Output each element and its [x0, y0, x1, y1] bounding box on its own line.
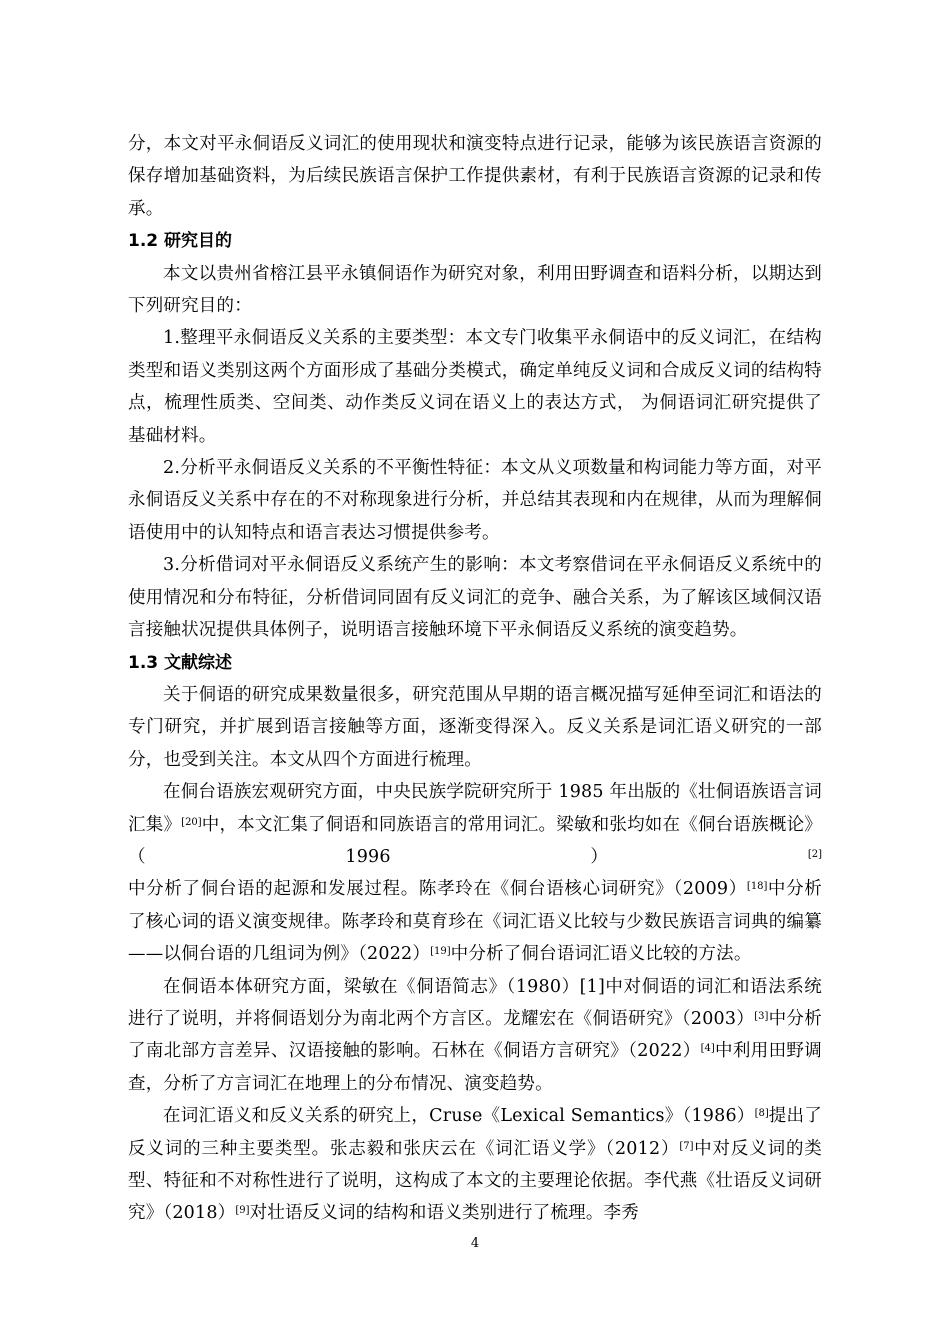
text-segment: 中分析了南北部方言差异、汉语接触的影响。石林在《侗语方言研究》（2022） [128, 1008, 822, 1062]
paragraph-purpose-intro: 本文以贵州省榕江县平永镇侗语作为研究对象，利用田野调查和语料分析，以期达到下列研究目的： [128, 263, 822, 317]
text-segment: 中利用田野调查，分析了方言词汇在地理上的分布情况、演变趋势。 [128, 1041, 822, 1094]
section-heading-1-2: 1.2 研究目的 [128, 231, 233, 252]
citation-ref: [19] [430, 946, 451, 958]
paragraph-review-kam-tai [128, 776, 822, 970]
text-segment: 提出了反义词的三种主要类型。张志毅和张庆云在《词汇语义学》（2012） [128, 1106, 822, 1159]
paragraph-review-dong [128, 971, 822, 1101]
paragraph-review-intro: 关于侗语的研究成果数量很多，研究范围从早期的语言概况描写延伸至词汇和语法的专门研究，并扩展到语言接触等方面，逐渐变得深入。反义关系是词汇语义研究的一部分，也受到关注。本文从四个方面进行梳理。 [128, 684, 822, 770]
paragraph-continuation: 分，本文对平永侗语反义词汇的使用现状和演变特点进行记录，能够为该民族语言资源的保存增加基础资料，为后续民族语言保护工作提供素材，有利于民族语言资源的记录和传承。 [128, 134, 822, 219]
text-segment: 中分析了侗台语词汇语义比较的方法。 [450, 944, 752, 965]
text-segment: 中分析了核心词的语义演变规律。陈孝玲和莫育珍在《词汇语义比较与少数民族语言词典的编纂——以侗台语的几组词为例》（2022） [128, 879, 823, 965]
text-segment: 中分析了侗台语的起源和发展过程。陈孝玲在《侗台语核心词研究》（2009） [128, 879, 747, 900]
text-segment: 在侗台语族宏观研究方面，中央民族学院研究所于 1985 年出版的《壮侗语族语言词汇集》 [128, 782, 822, 835]
citation-ref: [3] [754, 1010, 769, 1022]
citation-ref: [8] [754, 1108, 769, 1120]
text-segment: 中对反义词的类型、特征和不对称性进行了说明，这构成了本文的主要理论依据。李代燕《壮语反义词研究》（2018） [128, 1138, 822, 1224]
paragraph-purpose-2: 2.分析平永侗语反义关系的不平衡性特征：本文从义项数量和构词能力等方面，对平永侗语反义关系中存在的不对称现象进行分析，并总结其表现和内在规律，从而为理解侗语使用中的认知特点和语言表达习惯提供参考。 [128, 458, 822, 543]
paragraph-purpose-1: 1.整理平永侗语反义关系的主要类型：本文专门收集平永侗语中的反义词汇，在结构类型和语义类别这两个方面形成了基础分类模式，确定单纯反义词和合成反义词的结构特点，梳理性质类、空间类、动作类反义词在语义上的表达方式， 为侗语词汇研究提供了基础材料。 [128, 328, 822, 446]
text-segment: 在词汇语义和反义关系的研究上，Cruse《Lexical Semantics》（1986） [163, 1106, 755, 1127]
citation-ref: [18] [746, 881, 768, 893]
paragraph-review-semantics [128, 1100, 822, 1230]
citation-ref: [7] [679, 1140, 694, 1152]
text-segment: 对壮语反义词的结构和语义类别进行了梳理。李秀 [249, 1203, 639, 1224]
citation-ref: [20] [181, 816, 202, 828]
citation-ref: [4] [700, 1043, 715, 1055]
citation-ref: [2] [807, 848, 822, 860]
text-segment: 中，本文汇集了侗语和同族语言的常用词汇。梁敏和张均如在《侗台语族概论》（1996） [128, 814, 822, 867]
section-heading-1-3: 1.3 文献综述 [128, 652, 233, 673]
paragraph-purpose-3: 3.分析借词对平永侗语反义系统产生的影响：本文考察借词在平永侗语反义系统中的使用情况和分布特征，分析借词同固有反义词汇的竞争、融合关系，为了解该区域侗汉语言接触状况提供具体例子，说明语言接触环境下平永侗语反义系统的演变趋势。 [128, 555, 822, 641]
text-segment: 在侗语本体研究方面，梁敏在《侗语简志》（1980）[1]中对侗语的词汇和语法系统进行了说明，并将侗语划分为南北两个方言区。龙耀宏在《侗语研究》（2003） [128, 976, 822, 1029]
page-number: 4 [470, 1236, 480, 1251]
body-text [128, 128, 822, 1230]
citation-ref: [9] [235, 1205, 250, 1217]
